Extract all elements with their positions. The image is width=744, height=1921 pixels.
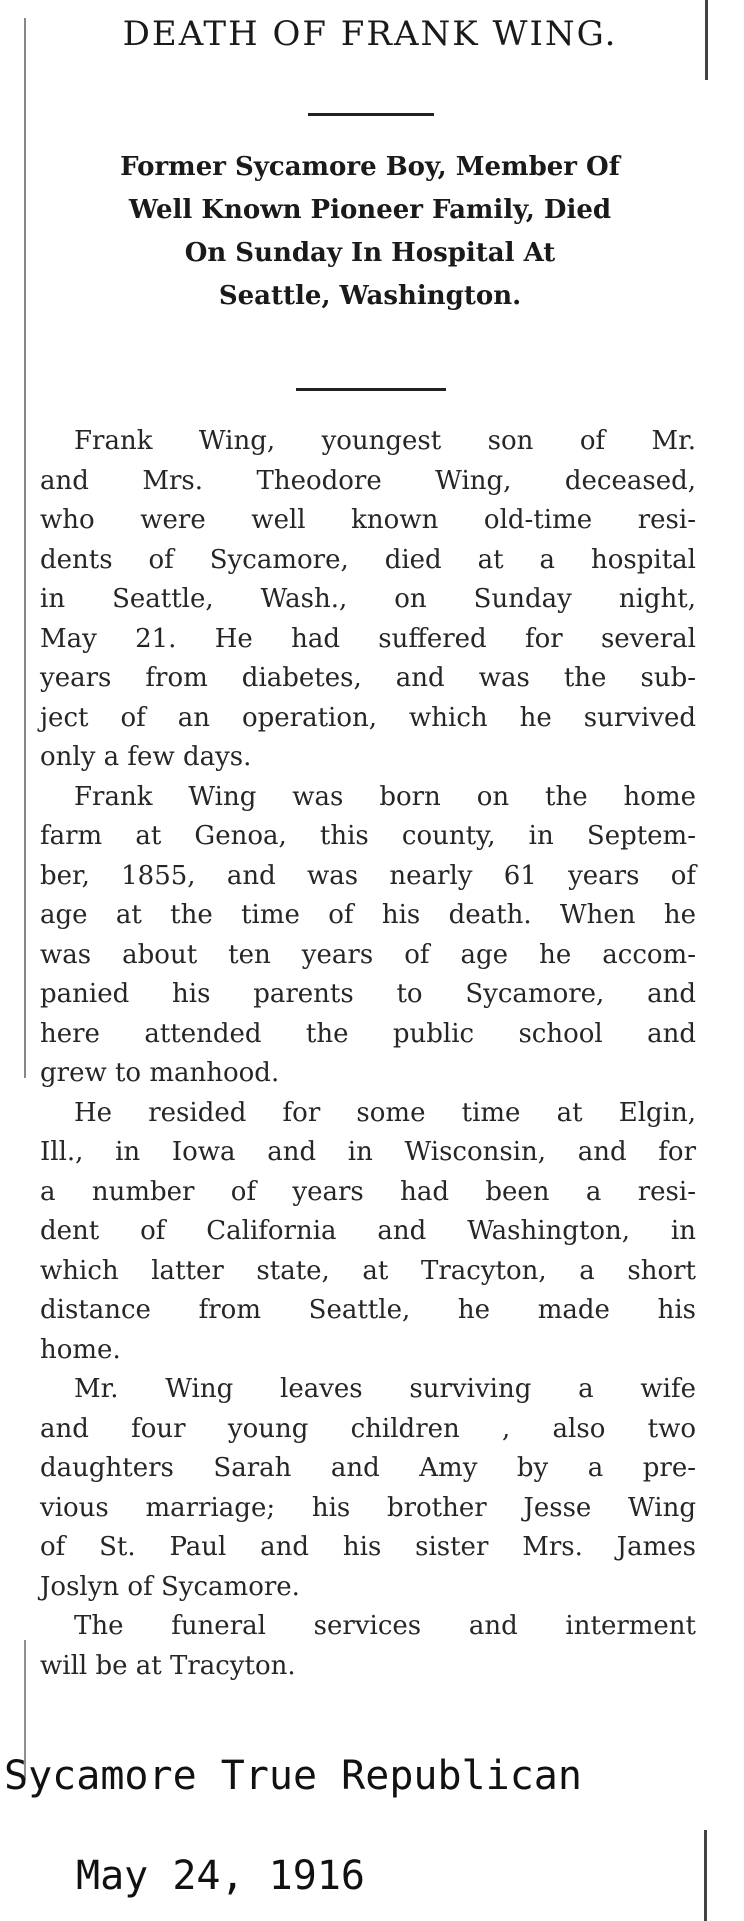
paragraph-early-life: [40, 778, 696, 1094]
body-line: May 21. He had suffered for several: [40, 623, 696, 654]
body-line: Frank Wing was born on the home: [74, 781, 696, 812]
clipping-right-edge-lower: [704, 1830, 707, 1921]
clipping-left-edge: [24, 18, 26, 1078]
body-line: Ill., in Iowa and in Wisconsin, and for: [40, 1137, 696, 1167]
headline: DEATH OF FRANK WING.: [122, 14, 618, 54]
paragraph-death-notice: [40, 422, 696, 778]
body-line: here attended the public school and: [40, 1018, 696, 1049]
body-line: age at the time of his death. When he: [40, 900, 696, 930]
body-line: grew to manhood.: [40, 1058, 280, 1088]
body-line: dent of California and Washington, in: [40, 1216, 696, 1246]
body-line: vious marriage; his brother Jesse Wing: [40, 1492, 696, 1523]
body-line: will be at Tracyton.: [40, 1650, 296, 1681]
body-line: of St. Paul and his sister Mrs. James: [40, 1532, 696, 1562]
body-line: a number of years had been a resi-: [40, 1176, 696, 1207]
body-line: Frank Wing, youngest son of Mr.: [74, 426, 696, 456]
body-line: ber, 1855, and was nearly 61 years of: [40, 860, 696, 891]
paragraph-survivors: [40, 1370, 696, 1607]
body-line: ject of an operation, which he survived: [40, 702, 696, 733]
subhead-line: Seattle, Washington.: [218, 281, 522, 311]
body-line: dents of Sycamore, died at a hospital: [40, 544, 696, 575]
divider-rule-bottom: [296, 388, 446, 391]
body-line: years from diabetes, and was the sub-: [40, 663, 696, 693]
body-line: The funeral services and interment: [74, 1611, 696, 1641]
publication-date: May 24, 1916: [76, 1853, 365, 1899]
body-line: and four young children , also two: [40, 1413, 696, 1444]
body-line: Mr. Wing leaves surviving a wife: [74, 1374, 696, 1404]
body-line: was about ten years of age he accom-: [40, 939, 696, 970]
body-line: and Mrs. Theodore Wing, deceased,: [40, 465, 696, 496]
subhead-line: Well Known Pioneer Family, Died: [128, 195, 612, 225]
publication-name: Sycamore True Republican: [4, 1753, 582, 1799]
subhead-line: On Sunday In Hospital At: [184, 238, 556, 268]
body-line: distance from Seattle, he made his: [40, 1295, 696, 1325]
paragraph-funeral: [40, 1607, 696, 1686]
body-line: in Seattle, Wash., on Sunday night,: [40, 584, 696, 614]
clipping-right-edge: [705, 0, 708, 80]
subhead-line: Former Sycamore Boy, Member Of: [120, 152, 620, 182]
article-body: [40, 422, 696, 1686]
body-line: He resided for some time at Elgin,: [74, 1097, 696, 1128]
body-line: who were well known old-time resi-: [40, 505, 696, 535]
body-line: only a few days.: [40, 742, 252, 772]
body-line: which latter state, at Tracyton, a short: [40, 1255, 696, 1286]
body-line: farm at Genoa, this county, in Septem-: [40, 821, 696, 851]
body-line: panied his parents to Sycamore, and: [40, 979, 696, 1009]
body-line: home.: [40, 1334, 121, 1365]
subheadline: [40, 146, 700, 318]
paragraph-residences: [40, 1094, 696, 1371]
body-line: daughters Sarah and Amy by a pre-: [40, 1453, 696, 1483]
body-line: Joslyn of Sycamore.: [40, 1571, 300, 1602]
divider-rule-top: [308, 113, 434, 116]
